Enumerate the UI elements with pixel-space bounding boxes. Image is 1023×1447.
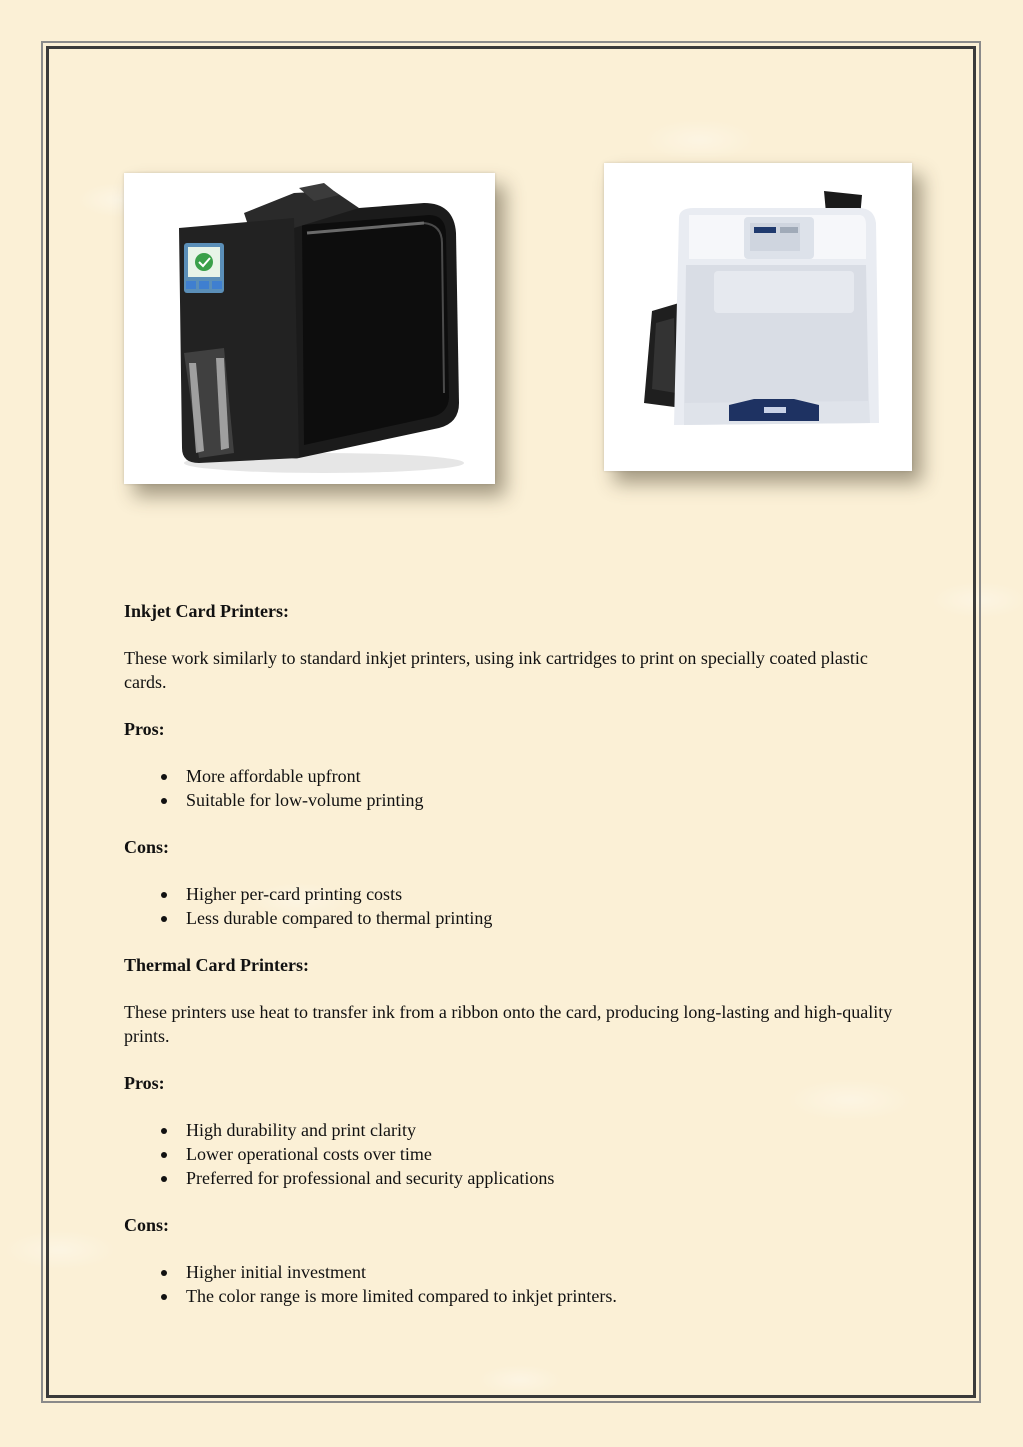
list-item: Less durable compared to thermal printing [186,906,914,930]
list-item: Higher initial investment [186,1260,914,1284]
magicard-card-printer-photo [604,163,912,471]
list-item: The color range is more limited compared to inkjet printers. [186,1284,914,1308]
zebra-card-printer-photo [124,173,495,484]
cons-list-thermal [124,1260,914,1308]
list-item: High durability and print clarity [186,1118,914,1142]
section-heading-inkjet: Inkjet Card Printers: [124,601,289,621]
section-description-thermal: These printers use heat to transfer ink from a ribbon onto the card, producing long-lasting and high-quality prints. [124,1002,893,1046]
list-item: Preferred for professional and security applications [186,1166,914,1190]
section-description-inkjet: These work similarly to standard inkjet printers, using ink cartridges to print on specially coated plastic cards. [124,648,868,692]
pros-list-thermal [124,1118,914,1190]
pros-label-inkjet: Pros: [124,719,165,739]
document-body [124,599,914,1331]
section-heading-thermal: Thermal Card Printers: [124,955,309,975]
cons-label-inkjet: Cons: [124,837,170,857]
list-item: Suitable for low-volume printing [186,788,914,812]
cons-label-thermal: Cons: [124,1215,170,1235]
list-item: Lower operational costs over time [186,1142,914,1166]
pros-list-inkjet [124,764,914,812]
list-item: Higher per-card printing costs [186,882,914,906]
pros-label-thermal: Pros: [124,1073,165,1093]
list-item: More affordable upfront [186,764,914,788]
cons-list-inkjet [124,882,914,930]
